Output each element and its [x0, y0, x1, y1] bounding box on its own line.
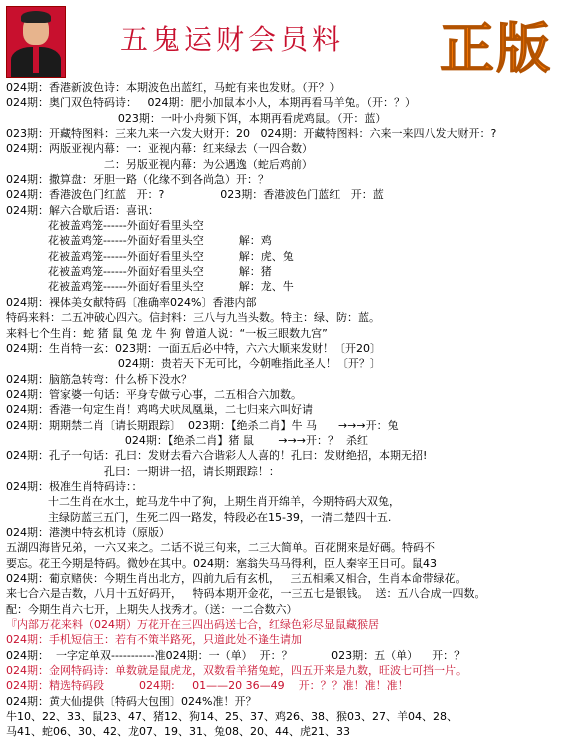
text-line: 配：今期生肖六七开，上期失人找秀才。（送：一二合数六） — [6, 602, 298, 616]
text-line: 024期：孔子一句话：孔曰：发财去看六合谐彩人人喜的！孔曰：发财绝招，本期无招! — [6, 449, 428, 463]
text-line: 花被盖鸡笼------外面好看里头空 解：龙、牛 — [6, 280, 294, 294]
text-line: 023期：开藏特图料：三来九来一六发大财开：20 024期：开藏特图料：六来一来四八发大财开：? — [6, 127, 497, 141]
text-line: 024期：贵若天下无可比，今朝唯指此圣人！〔开？〕 — [6, 357, 381, 371]
text-line: 024期：香港波色门红蓝 开：? 023期：香港波色门蓝红 开：蓝 — [6, 188, 384, 202]
text-line: 二：另版亚视内幕：为公遇逸（蛇后鸡前） — [6, 157, 313, 171]
text-line: 024期：奥门双色特码诗： 024期：肥小加鼠本小人，本期再看马羊兔。（开：？） — [6, 96, 416, 110]
text-line: 孔曰：一期讲一招，请长期跟踪！： — [6, 464, 280, 478]
page-title: 五鬼运财会员料 — [120, 23, 345, 56]
text-line: 要忘。花王今期是特码。微妙在其中。024期：塞翁失马马得利，臣人秦宰王日可。鼠43 — [6, 556, 437, 570]
text-line: 『内部万花来料（024期）万花开在三四出码送七合，红绿色彩尽显鼠藏猴居 — [6, 618, 379, 632]
text-line: 024期：香港新波色诗：本期波色出蓝红，马蛇有来也发财。（开？） — [6, 81, 341, 94]
text-line: 马41、蛇06、30、42、龙07、19、31、兔08、20、44、虎21、33 — [6, 725, 350, 739]
text-line: 024期：撒算盘：牙胆一路（化缘不到各尚急）开：？ — [6, 173, 269, 187]
text-line: 024期：解六合歇后语：喜讯： — [6, 203, 159, 217]
text-line: 花被盖鸡笼------外面好看里头空 解：鸡 — [6, 234, 272, 248]
text-line: 五湖四海皆兄弟，一六又来之。二话不说三句来，二三大简单。百花開來是好碼。特码不 — [6, 541, 435, 555]
text-line: 023期：一叶小舟频下饵，本期再看虎鸡鼠。（开：蓝） — [6, 111, 387, 125]
article-body — [6, 80, 581, 740]
text-line: 024期：两版亚视内幕：一：亚视内幕：红来绿去（一四合数） — [6, 142, 313, 156]
text-line: 024期：极准生肖特码诗：： — [6, 479, 143, 493]
text-line: 024期：管家婆一句话：平身专做亏心事，二五相合六加数。 — [6, 387, 302, 401]
text-line: 024期：葡京赌侠：今期生肖出北方，四前九后有玄机， 三五相乘又相合，生肖本命带绿花。 — [6, 572, 467, 585]
text-line: 024期：精选特码段 024期: 01——20 36—49 开：？？准！准！准！ — [6, 679, 409, 693]
text-line: 牛10、22、33、鼠23、47、猪12、狗14、25、37、鸡26、38、猴03、27、羊04、28、 — [6, 710, 458, 724]
text-line: 特码来料：二五冲破心四六。信封料：三八与九当头数。特主：绿、防：蓝。 — [6, 311, 380, 325]
page-header — [0, 0, 583, 80]
text-line: 024期：黄大仙提供〔特码大包围〕024%准！开？ — [6, 694, 257, 708]
portrait-photo — [6, 6, 66, 78]
text-line: 024期：【绝杀二肖】猪 鼠 →→→开：？ 杀红 — [6, 433, 368, 447]
text-line: 024期：期期禁二肖〔请长期跟踪〕 023期：【绝杀二肖】牛 马 →→→开：兔 — [6, 418, 399, 432]
text-line: 花被盖鸡笼------外面好看里头空 — [6, 219, 204, 233]
text-line: 024期：手机短信王：若有不策半路死，只道此处不逢生请加 — [6, 633, 302, 647]
text-line: 024期： 一字定单双-----------准024期：一（单） 开：？ 023期：五（单） 开：？ — [6, 648, 466, 662]
text-line: 主绿防蓝三五门，生死二四一路发，特段必在15-39，一清二楚四十五. — [6, 510, 392, 524]
text-line: 来料七个生肖：蛇 猪 鼠 兔 龙 牛 狗 曾道人说：“一板三眼数九宫” — [6, 326, 328, 340]
text-line: 花被盖鸡笼------外面好看里头空 解：猪 — [6, 265, 272, 279]
text-line: 024期：生肖特一玄：023期：一面五后必中特，六六大顺来发财！〔开20〕 — [6, 341, 381, 355]
text-line: 024期：裸体美女献特码〔准确率024%〕香港内部 — [6, 295, 257, 309]
text-line: 024期：金网特码诗：单数就是鼠虎龙，双数看羊猪兔蛇，四五开来是九数，旺波七可挡一片。 — [6, 664, 467, 678]
text-line: 花被盖鸡笼------外面好看里头空 解：虎、兔 — [6, 249, 294, 263]
text-line: 十二生肖在水土，蛇马龙牛中了狗，上期生肖开绵羊，今期特码大双兔， — [6, 495, 400, 509]
text-line: 024期：港澳中特玄机诗（原版） — [6, 525, 170, 539]
text-line: 来七合六是吉数，八月十五好码开， 特码本期开金花，一三五七是银钱。 送：五八合成一四数。 — [6, 587, 486, 601]
text-line: 024期：脑筋急转弯：什么桥下没水？ — [6, 372, 192, 386]
authentic-badge: 正版 — [440, 17, 552, 80]
text-line: 024期：香港一句定生肖！鸡鸣犬吠凤凰巢，二七归来六叫好请 — [6, 403, 313, 417]
